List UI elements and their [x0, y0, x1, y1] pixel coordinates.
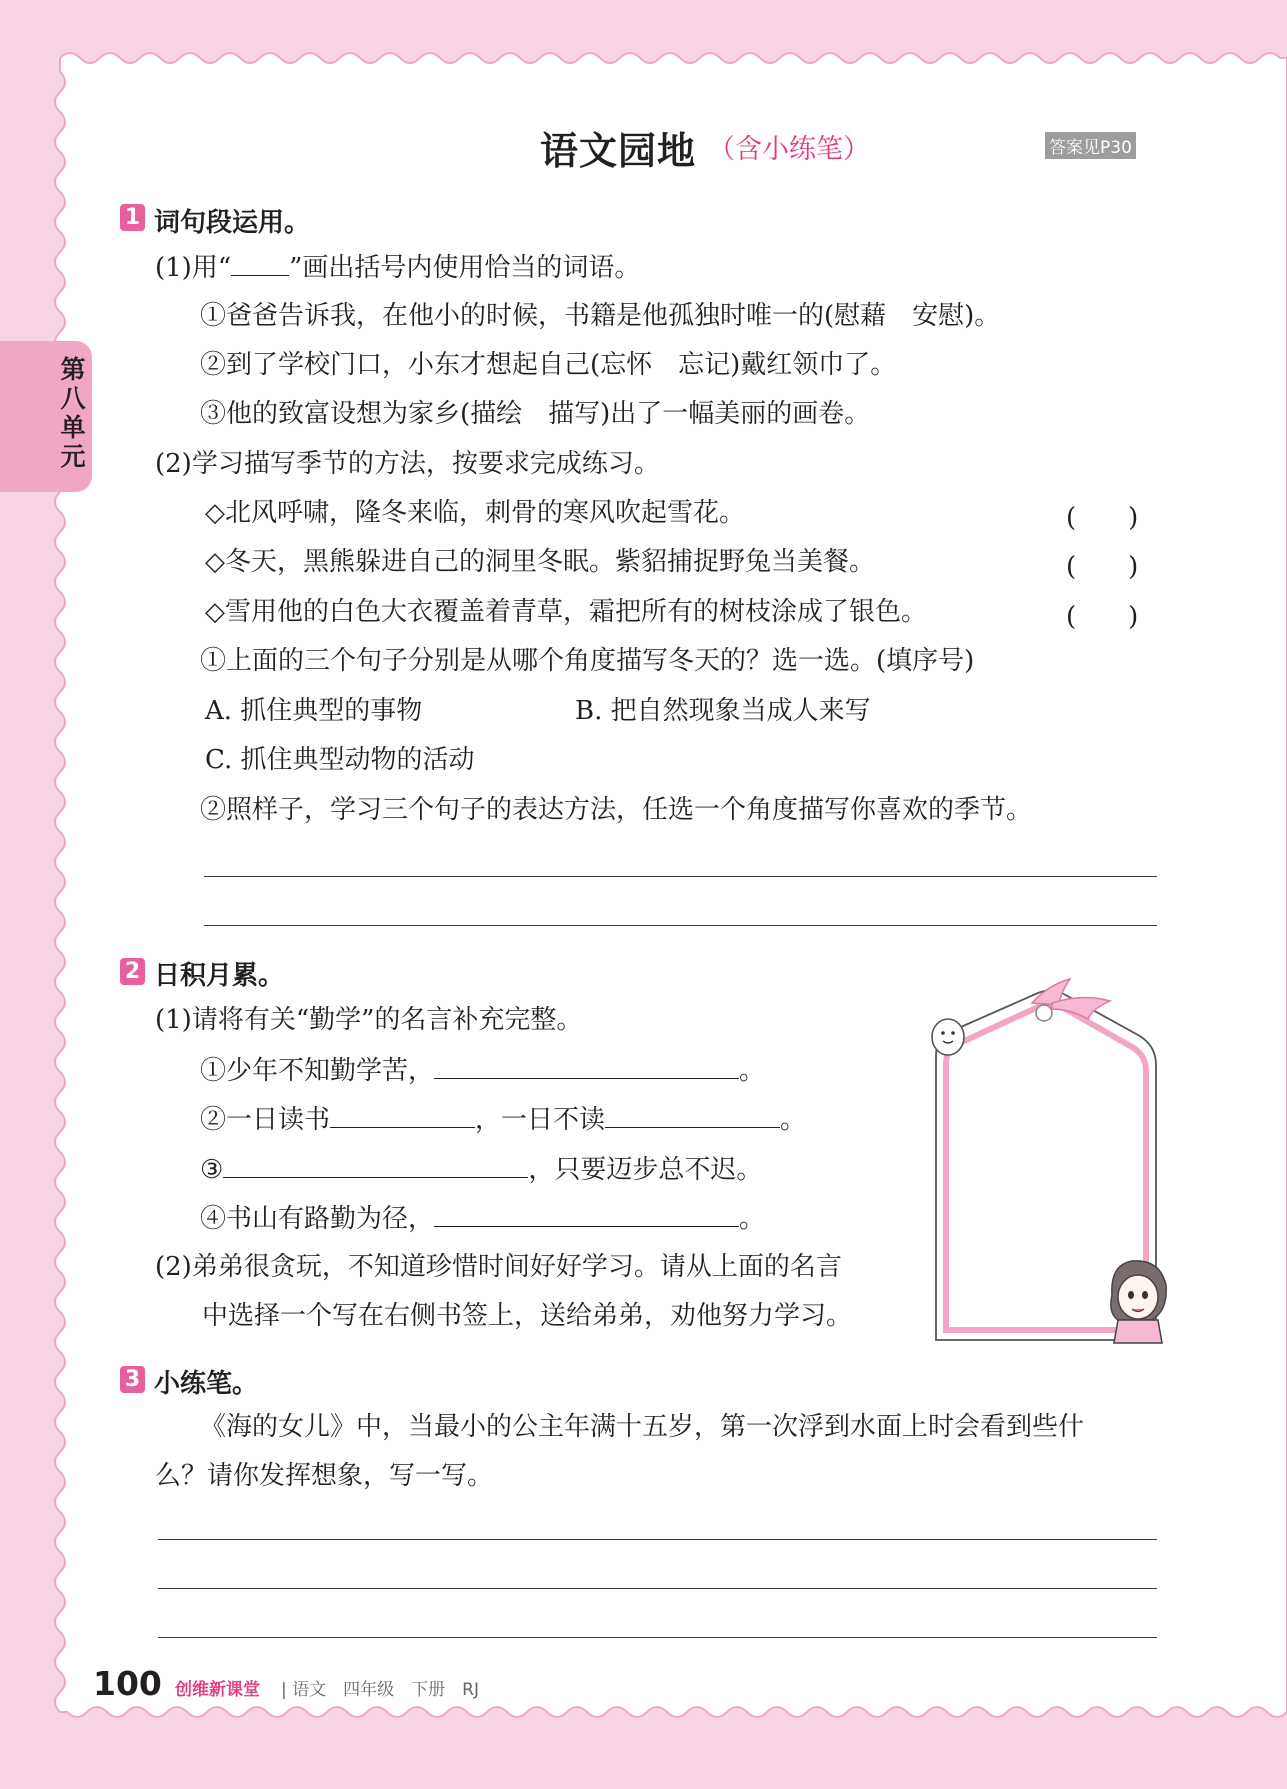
writing-line[interactable] — [158, 1539, 1157, 1540]
section-3-number: 3 — [120, 1366, 145, 1393]
s1-question-1: ①上面的三个句子分别是从哪个角度描写冬天的？选一选。(填序号) — [200, 646, 975, 676]
bookmark-card[interactable] — [920, 975, 1170, 1350]
option-a: A. 抓住典型的事物 — [205, 696, 423, 726]
s1-item-1: ①爸爸告诉我，在他小的时候，书籍是他孤独时唯一的(慰藉 安慰)。 — [200, 301, 1001, 331]
s1-item-2: ②到了学校门口，小东才想起自己(忘怀 忘记)戴红领巾了。 — [200, 350, 897, 380]
writing-line[interactable] — [204, 876, 1157, 877]
page-title: 语文园地 — [540, 129, 697, 173]
s1-item-3: ③他的致富设想为家乡(描绘 描写)出了一幅美丽的画卷。 — [200, 399, 871, 429]
girl-reading-icon — [1111, 1261, 1166, 1343]
s2-part2-line1: (2)弟弟很贪玩，不知道珍惜时间好好学习。请从上面的名言 — [155, 1252, 842, 1282]
section-1-title: 词句段运用。 — [154, 208, 311, 238]
section-1-number: 1 — [120, 204, 145, 231]
writing-line[interactable] — [158, 1637, 1157, 1638]
fill-blank[interactable] — [330, 1103, 475, 1128]
section-2-title: 日积月累。 — [154, 961, 285, 991]
answer-paren-3[interactable]: ( ) — [1066, 602, 1139, 632]
unit-tab-label: 第八单元 — [60, 355, 86, 471]
writing-line[interactable] — [204, 925, 1157, 926]
answer-reference-badge: 答案见P30 — [1045, 132, 1136, 159]
s3-prompt-line1: 《海的女儿》中，当最小的公主年满十五岁，第一次浮到水面上时会看到些什 — [200, 1412, 1085, 1442]
s3-prompt-line2: 么？请你发挥想象，写一写。 — [155, 1461, 494, 1491]
option-c: C. 抓住典型动物的活动 — [205, 745, 475, 775]
fill-blank[interactable] — [605, 1103, 780, 1128]
option-b: B. 把自然现象当成人来写 — [575, 696, 871, 726]
smiling-ghost-icon — [932, 1019, 964, 1055]
fill-blank[interactable] — [434, 1054, 739, 1079]
s1-sentence-1: ◇北风呼啸，隆冬来临，刺骨的寒风吹起雪花。 — [205, 498, 745, 528]
fill-blank[interactable] — [223, 1153, 528, 1178]
answer-paren-1[interactable]: ( ) — [1066, 503, 1139, 533]
writing-line[interactable] — [158, 1588, 1157, 1589]
s1-question-2: ②照样子，学习三个句子的表达方法，任选一个角度描写你喜欢的季节。 — [200, 795, 1033, 825]
publisher-brand: 创维新课堂 — [175, 1680, 260, 1700]
quote-item-2: ②一日读书 ，一日不读 。 — [200, 1105, 807, 1135]
quote-item-3: ③ ，只要迈步总不迟。 — [200, 1155, 763, 1185]
s1-part2-prompt: (2)学习描写季节的方法，按要求完成练习。 — [155, 449, 660, 479]
s2-part2-line2: 中选择一个写在右侧书签上，送给弟弟，劝他努力学习。 — [202, 1301, 853, 1331]
page-number: 100 — [93, 1664, 162, 1703]
fill-blank[interactable] — [434, 1202, 739, 1227]
unit-side-tab — [0, 341, 92, 492]
quote-item-4: ④书山有路勤为径， 。 — [200, 1204, 766, 1234]
book-info: | 语文 四年级 下册 RJ — [281, 1680, 479, 1700]
s1-sentence-3: ◇雪用他的白色大衣覆盖着青草，霜把所有的树枝涂成了银色。 — [205, 597, 927, 627]
s2-part1-prompt: (1)请将有关“勤学”的名言补充完整。 — [155, 1005, 583, 1035]
answer-paren-2[interactable]: ( ) — [1066, 552, 1139, 582]
s1-part1-prompt: (1)用“ ”画出括号内使用恰当的词语。 — [155, 253, 641, 283]
section-2-number: 2 — [120, 958, 145, 985]
section-3-title: 小练笔。 — [154, 1369, 259, 1399]
quote-item-1: ①少年不知勤学苦， 。 — [200, 1056, 766, 1086]
page-subtitle: （含小练笔） — [708, 134, 870, 165]
s1-sentence-2: ◇冬天，黑熊躲进自己的洞里冬眠。紫貂捕捉野兔当美餐。 — [205, 547, 875, 577]
